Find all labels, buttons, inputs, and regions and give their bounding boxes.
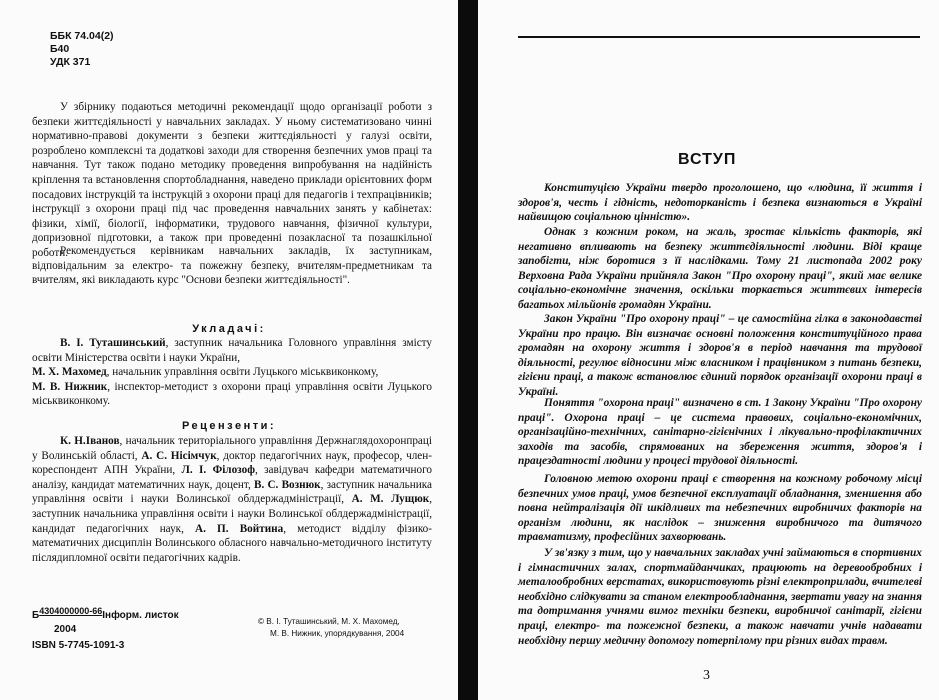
body-paragraph: Закон України "Про охорону праці" – це самостійна гілка в законодавстві України про працю. Він визначає основні положення конституційного права громадян на охорону життя і здоров'я в період навчання та трудової діяльності, регулює відносини між власником і працівником з питань безпеки, гігієни праці, а також встановлює єдиний порядок організації охорони праці в Україні. [518, 313, 922, 398]
body-paragraph: Поняття "охорона праці" визначено в ст. 1 Закону України "Про охорону праці". Охорона праці – це система правових, соціально-економічних, організаційно-технічних, санітарно-гігієнічних і лікувально-профілактичних заходів та засобів, спрямованих на збереження життя, здоров'я і працездатності людини у процесі трудової діяльності. [518, 397, 922, 468]
reviewer-desc: , заступник начальника управління освіти і науки Волинської облдержадміністрації, [32, 478, 432, 506]
compiler-name: В. І. Туташинський [60, 337, 166, 349]
compiler-desc: , начальник управління освіти Луцького міськвиконкому, [106, 366, 379, 379]
top-rule [518, 36, 920, 38]
book-spine [458, 0, 478, 700]
udk-code: УДК 371 [50, 56, 91, 68]
reviewer-desc: , заступник начальника управління освіти і науки Волинської облдержадміністрації, кандидат педагогічних наук, [32, 493, 432, 535]
compiler-name: М. В. Нижник [32, 380, 108, 393]
reviewer-desc: , методист відділу фізико-математичних дисциплін Волинського обласного навчально-методичного інституту післядипломної освіти педагогічних кадрів. [32, 522, 433, 564]
reviewers-list [32, 434, 432, 565]
reviewer-name: Л. І. Філозоф [181, 464, 255, 477]
compiler-name: М. Х. Махомед [32, 366, 107, 379]
reviewer-desc: , начальник територіального управління Держнаглядохоронпраці у Волинській області, [32, 435, 432, 462]
reviewer-name: К. Н.Іванов [60, 435, 120, 447]
reviewer-desc: , завідувач кафедри математичного аналізу, кандидат математичних наук, доцент, [32, 464, 432, 491]
page-number: 3 [703, 668, 710, 683]
intro-paragraph: У збірнику подаються методичні рекомендації щодо організації роботи з безпеки життєдіяльності у навчальних закладах. У ньому систематизовано чинні нормативно-правові документи з безпеки життєдіяльності у галузі освіти, розроблено комплексні та додаткові заходи для створення безпечних умов праці та навчання. Тут також подано методику проведення випробування на надійність кріплення та встановлення спортобладнання, наведено приклади орієнтовних форм посадових інструкцій та інструкцій з охорони праці для педагогів і техпрацівників; інструкції з охорони праці під час проведення навчальних занять у кабінетах: фізики, хімії, біології, інформатики, трудового навчання, фізичної культури, допризовної підготовки, а також при проведенні позакласної та позашкільної роботи. [32, 101, 432, 259]
reviewer-name: А. С. Нісімчук [141, 449, 217, 462]
compiler-desc: , інспектор-методист з охорони праці управління освіти Луцького міськвиконкому. [32, 380, 432, 408]
bbk-code: ББК 74.04(2) [50, 30, 114, 42]
reviewer-name: А. П. Войтина [195, 522, 284, 535]
publication-code-row [32, 604, 179, 623]
compilers-title: Укладачі: [192, 323, 266, 335]
reviewer-name: В. С. Вознюк [254, 478, 321, 491]
copyright-line: © В. І. Туташинський, М. Х. Махомед, [258, 617, 400, 626]
body-paragraph: Головною метою охорони праці є створення на кожному робочому місці безпечних умов праці, умов безпечної експлуатації обладнання, зменшення або повна нейтралізація дії шкідливих та небезпечних виробничих факторів на організм людини, як наслідок – зниження виробничого та дитячого травматизму, професійних захворювань. [518, 473, 922, 544]
compiler-desc: , заступник начальника Головного управління змісту освіти Міністерства освіти і науки України, [32, 337, 432, 364]
reviewer-name: А. М. Лущюк [351, 493, 430, 506]
recommend-paragraph: Рекомендується керівникам навчальних закладів, їх заступникам, відповідальним за електро- та пожежну безпеку, вчителям-предметникам та вчителям, які викладають курс "Основи безпеки життєдіяльності". [32, 245, 432, 287]
bbk-author-mark: Б40 [50, 43, 70, 55]
code-number: 4304000000-66 [39, 606, 103, 616]
publication-code-block [32, 604, 179, 653]
reviewers-title: Рецензенти: [181, 420, 277, 432]
body-paragraph: У зв'язку з тим, що у навчальних закладах учні займаються в спортивних і гімнастичних залах, спортмайданчиках, працюють на деревообробних і металообробних верстатах, використовують різні електроприлади, вчителеві необхідно слідкувати за станом електрообладнання, звертати увагу на знання та дотримання учнями вимог техніки безпеки, виробничої санітарії, гігієни праці, електро- та пожежної безпеки, а також навчати учнів надавати необхідну першу медичну допомогу потерпілому при різних видах травм. [518, 547, 922, 647]
copyright-block [258, 616, 404, 640]
body-paragraph: Конституцією України твердо проголошено, що «людина, її життя і здоров'я, честь і гідність, недоторканість і безпека визнаються в Україні найвищою соціальною цінністю». [518, 182, 922, 224]
reviewer-desc: , доктор педагогічних наук, професор, член-кореспондент АПН України, [32, 449, 432, 477]
copyright-line: М. В. Нижник, упорядкування, 2004 [270, 629, 405, 638]
bbk-codes [50, 30, 114, 69]
isbn: ISBN 5-7745-1091-3 [32, 640, 125, 651]
chapter-heading: ВСТУП [678, 151, 737, 168]
code-letter: Б [32, 610, 40, 621]
code-note: Інформ. листок [102, 610, 179, 621]
code-year: 2004 [54, 624, 77, 635]
body-paragraph: Однак з кожним роком, на жаль, зростає кількість факторів, які негативно впливають на безпеку життєдіяльності людини. Віді краще запобігти, ніж боротися з її наслідками. Тому 21 листопада 2002 року Верховна Рада України прийняла Закон "Про охорону праці", який має велике соціально-економічне значення, оскільки торкається життєвих інтересів багатьох мільйонів громадян України. [518, 226, 922, 311]
compilers-list [32, 336, 432, 409]
